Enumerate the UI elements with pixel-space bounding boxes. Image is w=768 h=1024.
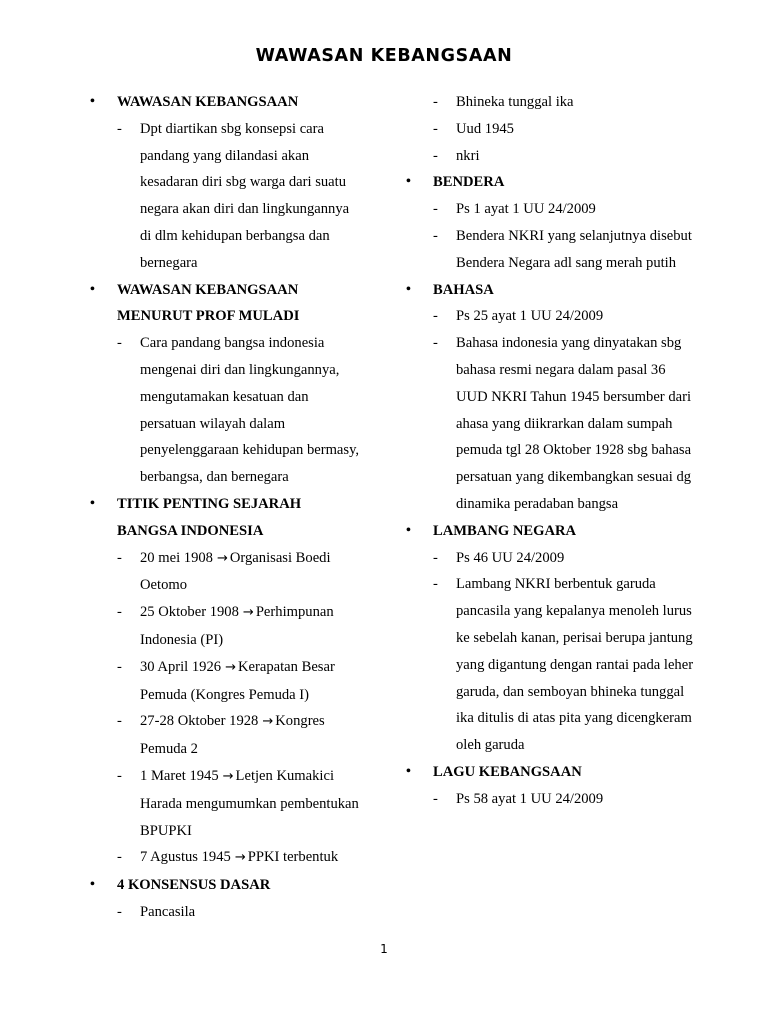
date-text: 20 mei 1908 [140, 549, 213, 566]
event-text: Kongres Pemuda 2 [140, 713, 325, 758]
list-item [90, 599, 360, 654]
list-item [406, 571, 696, 759]
section-items [90, 899, 360, 926]
dash-marker: - [117, 903, 122, 920]
list-item-text [140, 708, 360, 763]
date-text: 30 April 1926 [140, 658, 222, 675]
list-item-text: Ps 58 ayat 1 UU 24/2009 [456, 790, 604, 807]
dash-marker: - [433, 120, 438, 137]
section-items [90, 545, 360, 873]
list-item [90, 116, 360, 277]
section-heading [90, 277, 360, 331]
section [90, 872, 360, 926]
page-number: 1 [380, 942, 388, 956]
dash-marker: - [433, 227, 438, 244]
list-item-text [140, 763, 360, 844]
section [406, 169, 696, 276]
list-item [406, 89, 696, 116]
dash-marker: - [117, 604, 122, 621]
section-heading [406, 518, 696, 545]
list-item-text [140, 545, 360, 600]
dash-marker: - [117, 713, 122, 730]
section-heading-text: LAMBANG NEGARA [433, 522, 577, 539]
section [406, 89, 696, 169]
section [406, 518, 696, 759]
list-item-text: Bahasa indonesia yang dinyatakan sbg bahasa resmi negara dalam pasal 36 UUD NKRI Tahun 1945 bersumber dari ahasa yang diikrarkan dalam sumpah pemuda tgl 28 Oktober 1928 sbg bahasa persatuan yang dikembangkan sesuai dg dinamika peradaban bangsa [456, 335, 692, 512]
bullet-icon: • [406, 174, 411, 190]
list-item [90, 844, 360, 872]
dash-marker: - [433, 335, 438, 352]
section-items [406, 89, 696, 169]
arrow-right-icon: → [216, 550, 228, 566]
dash-marker: - [433, 147, 438, 164]
dash-marker: - [433, 201, 438, 218]
section-heading-text: LAGU KEBANGSAAN [433, 763, 582, 780]
section [90, 277, 360, 491]
event-text: Letjen Kumakici Harada mengumumkan pembentukan BPUPKI [140, 767, 359, 839]
list-item [406, 330, 696, 518]
section-heading [406, 277, 696, 304]
bullet-icon: • [90, 281, 95, 297]
bullet-icon: • [90, 877, 95, 893]
list-item [406, 143, 696, 170]
section-heading-text: WAWASAN KEBANGSAAN MENURUT PROF MULADI [117, 281, 300, 325]
list-item-text: Ps 25 ayat 1 UU 24/2009 [456, 308, 604, 325]
list-item [406, 545, 696, 572]
document-title: WAWASAN KEBANGSAAN [255, 46, 513, 66]
date-text: 1 Maret 1945 [140, 767, 219, 784]
list-item-text: Pancasila [140, 903, 196, 920]
arrow-right-icon: → [234, 850, 246, 866]
section [406, 277, 696, 518]
section-heading-text: WAWASAN KEBANGSAAN [117, 94, 299, 110]
list-item-text: Bendera NKRI yang selanjutnya disebut Bendera Negara adl sang merah putih [456, 227, 692, 271]
event-text: PPKI terbentuk [247, 849, 339, 866]
list-item [90, 708, 360, 763]
list-item-text [140, 654, 360, 709]
arrow-right-icon: → [222, 768, 234, 784]
section [90, 89, 360, 277]
bullet-icon: • [406, 522, 411, 538]
dash-marker: - [117, 335, 122, 352]
section [406, 759, 696, 813]
list-item-text: Bhineka tunggal ika [456, 94, 574, 110]
section-heading-text: BENDERA [433, 174, 505, 191]
section-heading-text: TITIK PENTING SEJARAH BANGSA INDONESIA [117, 495, 302, 539]
right-column [406, 89, 696, 813]
list-item [406, 303, 696, 330]
dash-marker: - [433, 576, 438, 593]
list-item-text: Ps 1 ayat 1 UU 24/2009 [456, 201, 596, 218]
section-items [406, 786, 696, 813]
section-heading [90, 872, 360, 899]
dash-marker: - [117, 658, 122, 675]
list-item [406, 196, 696, 223]
list-item-text: Uud 1945 [456, 120, 514, 137]
dash-marker: - [433, 308, 438, 325]
dash-marker: - [433, 549, 438, 566]
event-text: Organisasi Boedi Oetomo [140, 549, 331, 594]
list-item-text: Ps 46 UU 24/2009 [456, 549, 565, 566]
list-item-text: Cara pandang bangsa indonesia mengenai diri dan lingkungannya, mengutamakan kesatuan dan persatuan wilayah dalam penyelenggaraan kehidupan bermasy, berbangsa, dan bernegara [140, 335, 360, 486]
list-item [90, 545, 360, 600]
dash-marker: - [117, 120, 122, 137]
section-heading [406, 759, 696, 786]
bullet-icon: • [90, 94, 95, 109]
list-item-text: Lambang NKRI berbentuk garuda pancasila yang kepalanya menoleh lurus ke sebelah kanan, perisai berupa jantung yang digantung dengan rantai pada leher garuda, dan semboyan bhineka tunggal ika ditulis di atas pita yang dicengkeram oleh garuda [456, 576, 694, 754]
list-item-text [140, 844, 360, 872]
dash-marker: - [433, 790, 438, 807]
list-item-text: Dpt diartikan sbg konsepsi cara pandang yang dilandasi akan kesadaran diri sbg warga dari suatu negara akan diri dan lingkungannya di dlm kehidupan berbangsa dan bernegara [140, 120, 350, 271]
section-heading-text: BAHASA [433, 281, 494, 298]
list-item [90, 899, 360, 926]
section-heading-text: 4 KONSENSUS DASAR [117, 877, 271, 894]
section-items [90, 116, 360, 277]
section-items [406, 303, 696, 517]
date-text: 27-28 Oktober 1928 [140, 713, 259, 730]
dash-marker: - [117, 767, 122, 784]
list-item-text [140, 599, 360, 654]
dash-marker: - [117, 849, 122, 866]
list-item [406, 116, 696, 143]
section-items [406, 545, 696, 759]
section-heading [406, 169, 696, 196]
event-text: Kerapatan Besar Pemuda (Kongres Pemuda I) [140, 658, 335, 703]
left-column [90, 89, 360, 926]
section-heading [90, 491, 360, 545]
date-text: 25 Oktober 1908 [140, 604, 239, 621]
list-item [90, 654, 360, 709]
arrow-right-icon: → [262, 714, 274, 730]
section-heading [90, 89, 360, 116]
event-text: Perhimpunan Indonesia (PI) [140, 604, 334, 648]
arrow-right-icon: → [242, 605, 254, 621]
list-item [90, 763, 360, 844]
dash-marker: - [117, 549, 122, 566]
list-item [406, 223, 696, 277]
dash-marker: - [433, 94, 438, 110]
section [90, 491, 360, 872]
section-items [406, 196, 696, 276]
list-item [406, 786, 696, 813]
date-text: 7 Agustus 1945 [140, 849, 231, 866]
bullet-icon: • [90, 495, 95, 511]
bullet-icon: • [406, 763, 411, 779]
arrow-right-icon: → [225, 659, 236, 675]
section-items [90, 330, 360, 491]
bullet-icon: • [406, 281, 411, 297]
list-item [90, 330, 360, 491]
list-item-text: nkri [456, 147, 480, 164]
